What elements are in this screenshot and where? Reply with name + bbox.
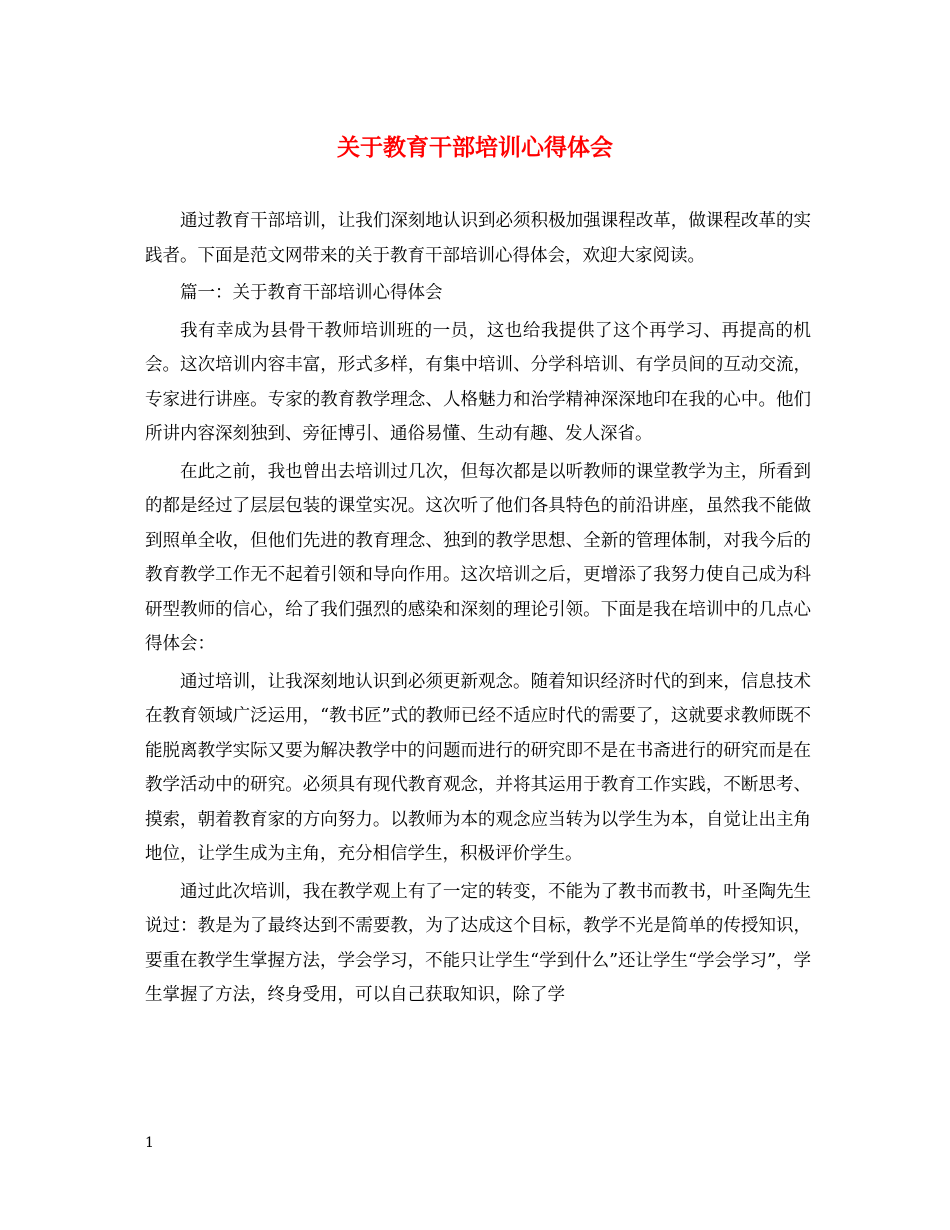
section-heading: 篇一：关于教育干部培训心得体会: [180, 283, 443, 303]
page-number: 1: [145, 1135, 154, 1151]
paragraph: 我有幸成为县骨干教师培训班的一员，这也给我提供了这个再学习、再提高的机会。这次培训内容丰富，形式多样，有集中培训、分学科培训、有学员间的互动交流，专家进行讲座。专家的教育教学理念、人格魅力和治学精神深深地印在我的心中。他们所讲内容深刻独到、旁征博引、通俗易懂、生动有趣、发人深省。: [145, 320, 811, 444]
paragraph: 通过此次培训，我在教学观上有了一定的转变，不能为了教书而教书，叶圣陶先生说过：教是为了最终达到不需要教，为了达成这个目标，教学不光是简单的传授知识，要重在教学生掌握方法，学会学习，不能只让学生“学到什么”还让学生“学会学习”，学生掌握了方法，终身受用，可以自己获取知识，除了学: [145, 881, 811, 1005]
paragraph: 在此之前，我也曾出去培训过几次，但每次都是以听教师的课堂教学为主，所看到的都是经过了层层包装的课堂实况。这次听了他们各具特色的前沿讲座，虽然我不能做到照单全收，但他们先进的教育理念、独到的教学思想、全新的管理体制，对我今后的教育教学工作无不起着引领和导向作用。这次培训之后，更增添了我努力使自己成为科研型教师的信心，给了我们强烈的感染和深刻的理论引领。下面是我在培训中的几点心得体会：: [145, 461, 811, 654]
document-title: 关于教育干部培训心得体会: [337, 134, 613, 161]
paragraph-intro: 通过教育干部培训，让我们深刻地认识到必须积极加强课程改革，做课程改革的实践者。下面是范文网带来的关于教育干部培训心得体会，欢迎大家阅读。: [145, 211, 811, 266]
paragraph: 通过培训，让我深刻地认识到必须更新观念。随着知识经济时代的到来，信息技术在教育领域广泛运用，“教书匠”式的教师已经不适应时代的需要了，这就要求教师既不能脱离教学实际又要为解决教学中的问题而进行的研究即不是在书斋进行的研究而是在教学活动中的研究。必须具有现代教育观念，并将其运用于教育工作实践，不断思考、摸索，朝着教育家的方向努力。以教师为本的观念应当转为以学生为本，自觉让出主角地位，让学生成为主角，充分相信学生，积极评价学生。: [145, 671, 811, 864]
document-body: [145, 204, 811, 1016]
